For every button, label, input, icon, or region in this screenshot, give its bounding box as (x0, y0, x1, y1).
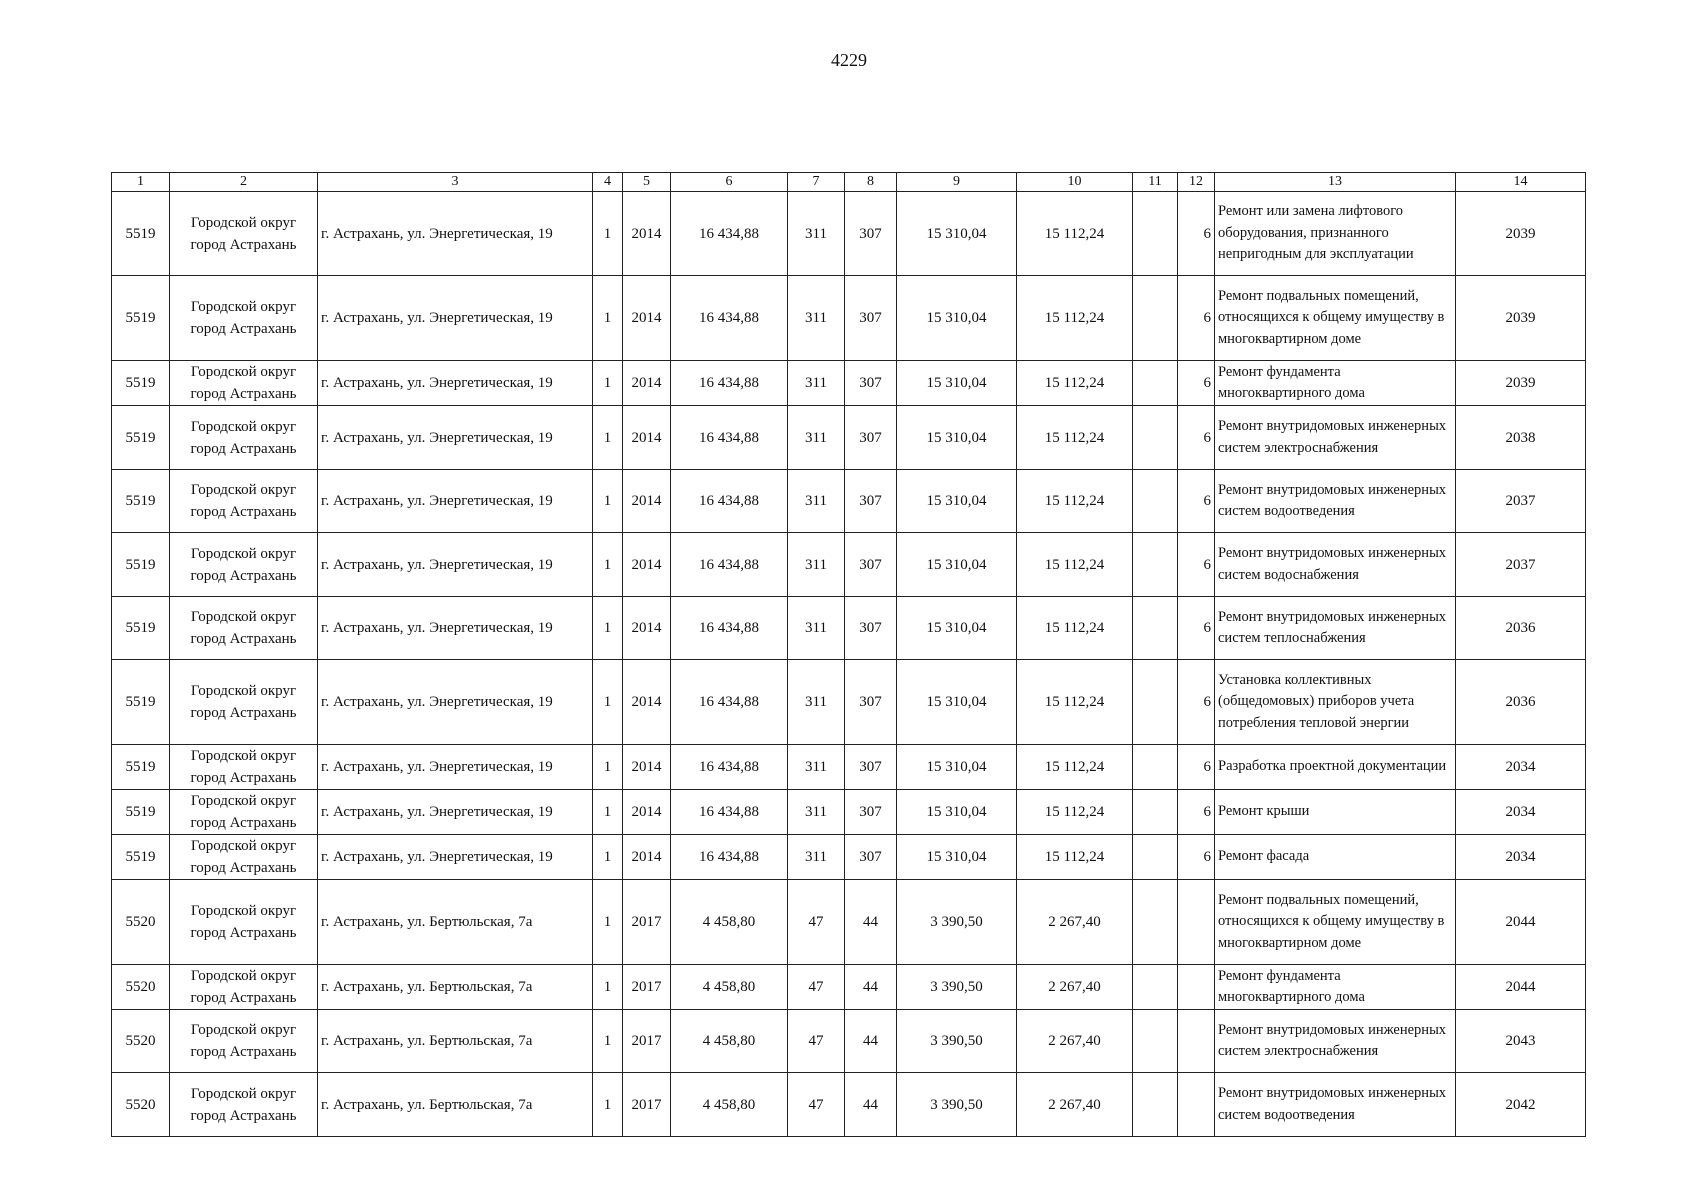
cell-planned-year: 2036 (1456, 597, 1586, 660)
table-row (112, 361, 1586, 406)
cell-address: г. Астрахань, ул. Энергетическая, 19 (318, 790, 593, 835)
cell-col11-value (1133, 361, 1178, 406)
cell-col12-value (1178, 1073, 1215, 1137)
cell-buildings-count: 1 (593, 276, 623, 361)
cell-year: 2017 (623, 880, 671, 965)
cell-col8-value: 44 (845, 965, 897, 1010)
cell-work-type: Разработка проектной документации (1215, 745, 1456, 790)
table-body (112, 192, 1586, 1137)
cell-work-type: Установка коллективных (общедомовых) приборов учета потребления тепловой энергии (1215, 660, 1456, 745)
cell-col10-area: 15 112,24 (1017, 533, 1133, 597)
cell-col7-value: 311 (788, 276, 845, 361)
cell-col9-area: 3 390,50 (897, 1073, 1017, 1137)
cell-col9-area: 3 390,50 (897, 965, 1017, 1010)
cell-year: 2014 (623, 790, 671, 835)
cell-col12-value (1178, 880, 1215, 965)
cell-address: г. Астрахань, ул. Бертюльская, 7а (318, 965, 593, 1010)
cell-buildings-count: 1 (593, 597, 623, 660)
cell-year: 2014 (623, 597, 671, 660)
cell-address: г. Астрахань, ул. Энергетическая, 19 (318, 276, 593, 361)
cell-buildings-count: 1 (593, 835, 623, 880)
cell-municipality: Городской округ город Астрахань (170, 880, 318, 965)
cell-total-area: 4 458,80 (671, 1010, 788, 1073)
cell-address: г. Астрахань, ул. Бертюльская, 7а (318, 1010, 593, 1073)
cell-year: 2014 (623, 745, 671, 790)
cell-municipality: Городской округ город Астрахань (170, 745, 318, 790)
table-row (112, 470, 1586, 533)
cell-municipality: Городской округ город Астрахань (170, 835, 318, 880)
cell-col7-value: 311 (788, 835, 845, 880)
capital-repair-table (111, 172, 1586, 1137)
cell-municipality: Городской округ город Астрахань (170, 533, 318, 597)
cell-buildings-count: 1 (593, 1073, 623, 1137)
cell-planned-year: 2044 (1456, 880, 1586, 965)
cell-total-area: 16 434,88 (671, 192, 788, 276)
cell-col9-area: 15 310,04 (897, 660, 1017, 745)
column-header: 1 (112, 173, 170, 192)
cell-col8-value: 44 (845, 1073, 897, 1137)
column-header: 11 (1133, 173, 1178, 192)
cell-col8-value: 307 (845, 790, 897, 835)
cell-col7-value: 47 (788, 965, 845, 1010)
cell-col11-value (1133, 597, 1178, 660)
cell-year: 2014 (623, 361, 671, 406)
cell-col10-area: 15 112,24 (1017, 276, 1133, 361)
cell-col10-area: 15 112,24 (1017, 597, 1133, 660)
cell-total-area: 16 434,88 (671, 835, 788, 880)
cell-col12-value (1178, 965, 1215, 1010)
cell-col11-value (1133, 533, 1178, 597)
cell-address: г. Астрахань, ул. Энергетическая, 19 (318, 361, 593, 406)
cell-year: 2017 (623, 1073, 671, 1137)
cell-col10-area: 2 267,40 (1017, 1010, 1133, 1073)
cell-address: г. Астрахань, ул. Бертюльская, 7а (318, 1073, 593, 1137)
cell-col8-value: 307 (845, 192, 897, 276)
cell-total-area: 4 458,80 (671, 965, 788, 1010)
cell-municipality: Городской округ город Астрахань (170, 597, 318, 660)
cell-col9-area: 15 310,04 (897, 835, 1017, 880)
cell-municipality: Городской округ город Астрахань (170, 790, 318, 835)
table-row (112, 1010, 1586, 1073)
cell-address: г. Астрахань, ул. Энергетическая, 19 (318, 192, 593, 276)
cell-col8-value: 307 (845, 533, 897, 597)
table-row (112, 192, 1586, 276)
cell-address: г. Астрахань, ул. Энергетическая, 19 (318, 406, 593, 470)
cell-address: г. Астрахань, ул. Энергетическая, 19 (318, 533, 593, 597)
column-header: 8 (845, 173, 897, 192)
table-row (112, 533, 1586, 597)
cell-col9-area: 3 390,50 (897, 880, 1017, 965)
cell-work-type: Ремонт подвальных помещений, относящихся к общему имуществу в многоквартирном доме (1215, 880, 1456, 965)
cell-address: г. Астрахань, ул. Бертюльская, 7а (318, 880, 593, 965)
cell-col10-area: 15 112,24 (1017, 406, 1133, 470)
cell-buildings-count: 1 (593, 790, 623, 835)
cell-col11-value (1133, 192, 1178, 276)
cell-year: 2017 (623, 965, 671, 1010)
table-row (112, 880, 1586, 965)
cell-work-type: Ремонт крыши (1215, 790, 1456, 835)
cell-col12-value: 6 (1178, 192, 1215, 276)
cell-col12-value: 6 (1178, 835, 1215, 880)
cell-work-type: Ремонт внутридомовых инженерных систем теплоснабжения (1215, 597, 1456, 660)
cell-col7-value: 47 (788, 1073, 845, 1137)
cell-municipality: Городской округ город Астрахань (170, 276, 318, 361)
cell-row-id: 5519 (112, 597, 170, 660)
page-number: 4229 (831, 50, 867, 70)
table-row (112, 276, 1586, 361)
cell-planned-year: 2034 (1456, 835, 1586, 880)
cell-municipality: Городской округ город Астрахань (170, 1010, 318, 1073)
cell-col12-value: 6 (1178, 361, 1215, 406)
cell-col12-value (1178, 1010, 1215, 1073)
cell-municipality: Городской округ город Астрахань (170, 1073, 318, 1137)
cell-work-type: Ремонт внутридомовых инженерных систем электроснабжения (1215, 1010, 1456, 1073)
cell-col10-area: 15 112,24 (1017, 660, 1133, 745)
cell-col8-value: 44 (845, 1010, 897, 1073)
cell-total-area: 16 434,88 (671, 361, 788, 406)
table-row (112, 835, 1586, 880)
cell-buildings-count: 1 (593, 533, 623, 597)
cell-buildings-count: 1 (593, 965, 623, 1010)
cell-address: г. Астрахань, ул. Энергетическая, 19 (318, 660, 593, 745)
cell-col9-area: 3 390,50 (897, 1010, 1017, 1073)
cell-year: 2014 (623, 660, 671, 745)
table-row (112, 406, 1586, 470)
cell-row-id: 5520 (112, 965, 170, 1010)
cell-col11-value (1133, 745, 1178, 790)
cell-row-id: 5519 (112, 745, 170, 790)
cell-col10-area: 2 267,40 (1017, 880, 1133, 965)
cell-year: 2014 (623, 406, 671, 470)
table-row (112, 1073, 1586, 1137)
cell-total-area: 16 434,88 (671, 470, 788, 533)
cell-work-type: Ремонт фундамента многоквартирного дома (1215, 361, 1456, 406)
cell-municipality: Городской округ город Астрахань (170, 660, 318, 745)
cell-col8-value: 307 (845, 597, 897, 660)
cell-col8-value: 307 (845, 361, 897, 406)
cell-col12-value: 6 (1178, 790, 1215, 835)
cell-col10-area: 15 112,24 (1017, 470, 1133, 533)
table-row (112, 790, 1586, 835)
cell-col12-value: 6 (1178, 745, 1215, 790)
cell-col9-area: 15 310,04 (897, 790, 1017, 835)
cell-address: г. Астрахань, ул. Энергетическая, 19 (318, 470, 593, 533)
cell-planned-year: 2038 (1456, 406, 1586, 470)
cell-row-id: 5519 (112, 361, 170, 406)
cell-total-area: 16 434,88 (671, 406, 788, 470)
cell-row-id: 5519 (112, 276, 170, 361)
cell-planned-year: 2039 (1456, 192, 1586, 276)
column-header: 12 (1178, 173, 1215, 192)
cell-year: 2014 (623, 276, 671, 361)
cell-col9-area: 15 310,04 (897, 597, 1017, 660)
cell-work-type: Ремонт внутридомовых инженерных систем водоотведения (1215, 1073, 1456, 1137)
cell-col12-value: 6 (1178, 660, 1215, 745)
cell-col11-value (1133, 965, 1178, 1010)
cell-total-area: 16 434,88 (671, 597, 788, 660)
cell-col9-area: 15 310,04 (897, 192, 1017, 276)
cell-row-id: 5520 (112, 1073, 170, 1137)
table-row (112, 660, 1586, 745)
cell-col8-value: 307 (845, 660, 897, 745)
cell-work-type: Ремонт фасада (1215, 835, 1456, 880)
column-header: 2 (170, 173, 318, 192)
cell-total-area: 16 434,88 (671, 533, 788, 597)
table-row (112, 597, 1586, 660)
cell-col7-value: 311 (788, 192, 845, 276)
cell-work-type: Ремонт подвальных помещений, относящихся к общему имуществу в многоквартирном доме (1215, 276, 1456, 361)
cell-col12-value: 6 (1178, 276, 1215, 361)
cell-work-type: Ремонт внутридомовых инженерных систем водоснабжения (1215, 533, 1456, 597)
cell-planned-year: 2037 (1456, 470, 1586, 533)
column-header: 7 (788, 173, 845, 192)
cell-row-id: 5519 (112, 533, 170, 597)
cell-planned-year: 2036 (1456, 660, 1586, 745)
cell-col12-value: 6 (1178, 533, 1215, 597)
cell-col8-value: 307 (845, 406, 897, 470)
cell-col9-area: 15 310,04 (897, 276, 1017, 361)
cell-col8-value: 307 (845, 745, 897, 790)
table-row (112, 965, 1586, 1010)
cell-col7-value: 311 (788, 597, 845, 660)
cell-col12-value: 6 (1178, 470, 1215, 533)
cell-buildings-count: 1 (593, 660, 623, 745)
cell-total-area: 16 434,88 (671, 660, 788, 745)
cell-address: г. Астрахань, ул. Энергетическая, 19 (318, 597, 593, 660)
cell-buildings-count: 1 (593, 880, 623, 965)
cell-buildings-count: 1 (593, 470, 623, 533)
cell-col11-value (1133, 1073, 1178, 1137)
cell-planned-year: 2044 (1456, 965, 1586, 1010)
cell-address: г. Астрахань, ул. Энергетическая, 19 (318, 745, 593, 790)
cell-col11-value (1133, 406, 1178, 470)
cell-col7-value: 311 (788, 790, 845, 835)
cell-col11-value (1133, 276, 1178, 361)
cell-year: 2014 (623, 192, 671, 276)
cell-address: г. Астрахань, ул. Энергетическая, 19 (318, 835, 593, 880)
column-header: 9 (897, 173, 1017, 192)
cell-col10-area: 2 267,40 (1017, 965, 1133, 1010)
cell-col12-value: 6 (1178, 406, 1215, 470)
cell-total-area: 4 458,80 (671, 880, 788, 965)
cell-col7-value: 311 (788, 533, 845, 597)
cell-row-id: 5520 (112, 880, 170, 965)
cell-col9-area: 15 310,04 (897, 745, 1017, 790)
cell-year: 2014 (623, 470, 671, 533)
cell-row-id: 5519 (112, 790, 170, 835)
cell-planned-year: 2039 (1456, 276, 1586, 361)
cell-row-id: 5520 (112, 1010, 170, 1073)
cell-municipality: Городской округ город Астрахань (170, 361, 318, 406)
cell-row-id: 5519 (112, 470, 170, 533)
cell-row-id: 5519 (112, 406, 170, 470)
cell-col9-area: 15 310,04 (897, 361, 1017, 406)
cell-col10-area: 15 112,24 (1017, 835, 1133, 880)
cell-col10-area: 15 112,24 (1017, 361, 1133, 406)
cell-col7-value: 311 (788, 406, 845, 470)
column-header: 14 (1456, 173, 1586, 192)
column-header: 4 (593, 173, 623, 192)
cell-col12-value: 6 (1178, 597, 1215, 660)
cell-col11-value (1133, 1010, 1178, 1073)
cell-municipality: Городской округ город Астрахань (170, 192, 318, 276)
cell-col7-value: 47 (788, 880, 845, 965)
cell-buildings-count: 1 (593, 406, 623, 470)
cell-col8-value: 307 (845, 276, 897, 361)
cell-planned-year: 2042 (1456, 1073, 1586, 1137)
cell-buildings-count: 1 (593, 361, 623, 406)
column-header: 10 (1017, 173, 1133, 192)
cell-col9-area: 15 310,04 (897, 533, 1017, 597)
cell-col7-value: 311 (788, 660, 845, 745)
cell-planned-year: 2034 (1456, 790, 1586, 835)
cell-col11-value (1133, 790, 1178, 835)
cell-col7-value: 47 (788, 1010, 845, 1073)
cell-year: 2014 (623, 533, 671, 597)
cell-row-id: 5519 (112, 835, 170, 880)
cell-planned-year: 2034 (1456, 745, 1586, 790)
cell-buildings-count: 1 (593, 1010, 623, 1073)
cell-work-type: Ремонт фундамента многоквартирного дома (1215, 965, 1456, 1010)
cell-col10-area: 15 112,24 (1017, 745, 1133, 790)
cell-municipality: Городской округ город Астрахань (170, 406, 318, 470)
cell-col9-area: 15 310,04 (897, 406, 1017, 470)
cell-col7-value: 311 (788, 745, 845, 790)
cell-row-id: 5519 (112, 660, 170, 745)
cell-total-area: 16 434,88 (671, 276, 788, 361)
cell-col8-value: 307 (845, 470, 897, 533)
cell-col8-value: 44 (845, 880, 897, 965)
cell-total-area: 4 458,80 (671, 1073, 788, 1137)
column-number-row (112, 173, 1586, 192)
cell-buildings-count: 1 (593, 192, 623, 276)
cell-col11-value (1133, 660, 1178, 745)
cell-col7-value: 311 (788, 361, 845, 406)
cell-col11-value (1133, 835, 1178, 880)
table-row (112, 745, 1586, 790)
cell-col11-value (1133, 470, 1178, 533)
cell-total-area: 16 434,88 (671, 745, 788, 790)
cell-planned-year: 2043 (1456, 1010, 1586, 1073)
cell-municipality: Городской округ город Астрахань (170, 470, 318, 533)
cell-buildings-count: 1 (593, 745, 623, 790)
cell-col7-value: 311 (788, 470, 845, 533)
cell-col8-value: 307 (845, 835, 897, 880)
column-header: 3 (318, 173, 593, 192)
cell-col11-value (1133, 880, 1178, 965)
cell-year: 2017 (623, 1010, 671, 1073)
cell-row-id: 5519 (112, 192, 170, 276)
cell-col9-area: 15 310,04 (897, 470, 1017, 533)
cell-planned-year: 2039 (1456, 361, 1586, 406)
column-header: 6 (671, 173, 788, 192)
cell-total-area: 16 434,88 (671, 790, 788, 835)
cell-col10-area: 15 112,24 (1017, 192, 1133, 276)
cell-work-type: Ремонт внутридомовых инженерных систем электроснабжения (1215, 406, 1456, 470)
column-header: 5 (623, 173, 671, 192)
cell-year: 2014 (623, 835, 671, 880)
cell-col10-area: 2 267,40 (1017, 1073, 1133, 1137)
cell-planned-year: 2037 (1456, 533, 1586, 597)
cell-work-type: Ремонт или замена лифтового оборудования, признанного непригодным для эксплуатации (1215, 192, 1456, 276)
cell-col10-area: 15 112,24 (1017, 790, 1133, 835)
cell-municipality: Городской округ город Астрахань (170, 965, 318, 1010)
cell-work-type: Ремонт внутридомовых инженерных систем водоотведения (1215, 470, 1456, 533)
column-header: 13 (1215, 173, 1456, 192)
